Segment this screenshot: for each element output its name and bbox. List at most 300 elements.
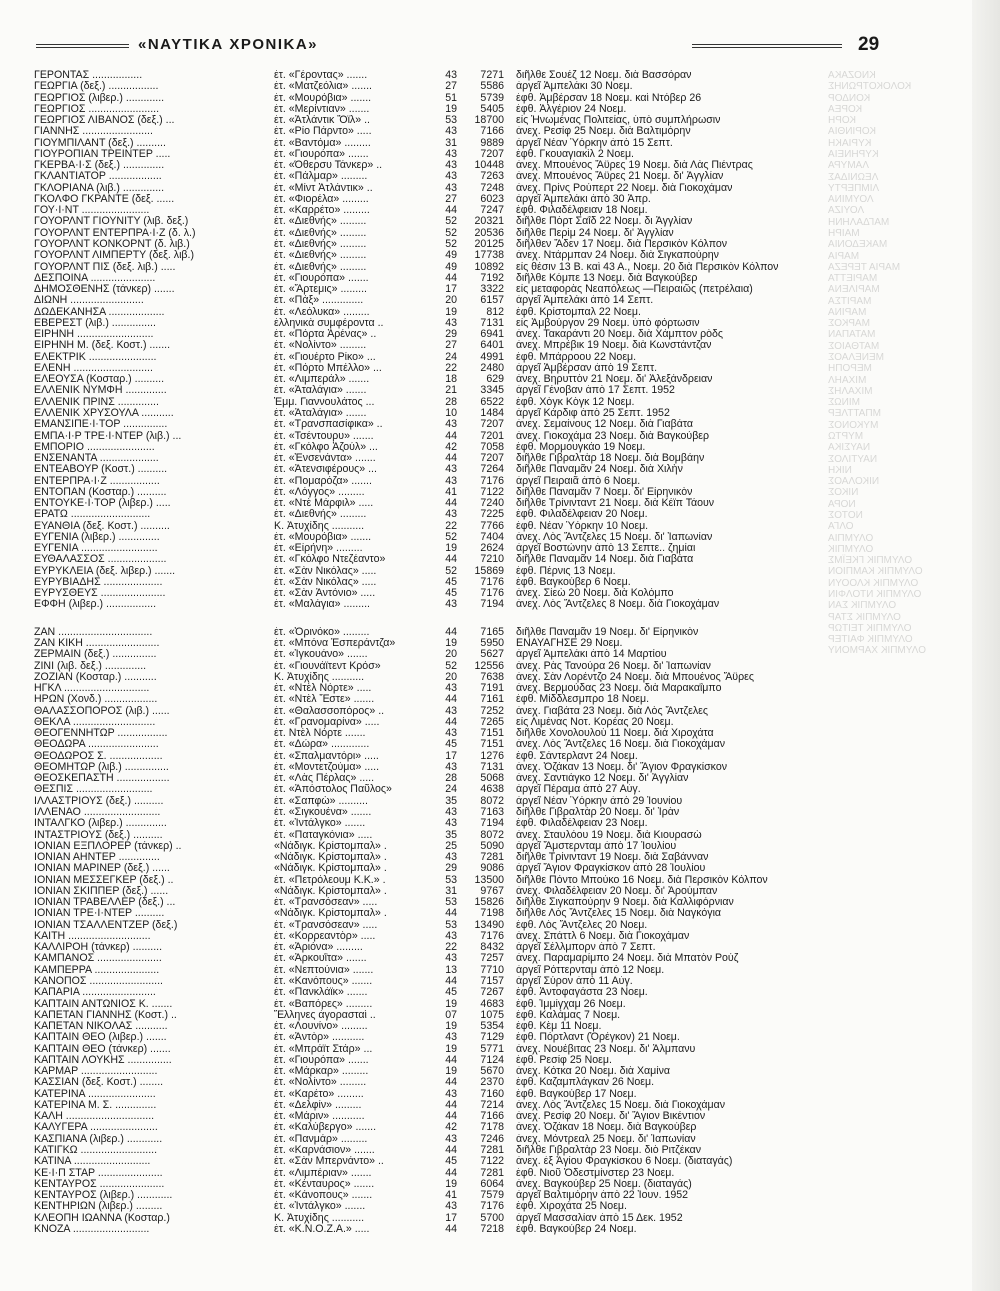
ship-tons: 1276 [480,750,504,762]
ship-name: ΚΑΠΤΑΙΝ ΘΕΟ (λιβερ.) ....... [34,1032,167,1044]
ship-flag: ἐτ. «Ἀτλάντικ Ὄϊλ» .. [274,115,370,127]
ship-name: ΚΑΜΠΕΡΡΑ ...................... [34,964,160,976]
ship-row [34,554,940,565]
ship-tons: 10892 [474,261,504,273]
ship-flag: ἐτ. «Θαλασσοπόρος» .. [274,705,385,717]
ship-report: διῆλθε Σουέζ 12 Νοεμ. διὰ Βασσόραν [516,70,692,81]
ship-flag: ἐτ. «Καλύβεργο» ....... [274,1122,377,1134]
ship-tons: 20125 [474,238,504,250]
ship-num: 27 [445,81,457,93]
ship-tons: 7194 [480,599,504,611]
ship-tons: 6157 [480,295,504,307]
ship-report: εἰς Λιμένας Νοτ. Κορέας 20 Νοεμ. [516,716,674,728]
ship-flag: ἐτ. «Ἀταλάγια» ....... [274,385,367,397]
ship-tons: 7176 [480,588,504,600]
ship-flag: ἐτ. «Μίντ Ἀτλάντικ» .. [274,182,373,194]
ship-flag: ἐτ. «Τσέντουρυ» ....... [274,430,374,442]
ship-flag: ἐτ. «Καρρέτο» ......... [274,205,370,217]
ship-row [34,374,940,385]
bleed-line: ΟΛΥΜΠΙΚ ΣΑΝ [828,600,897,612]
ship-tons: 8072 [480,829,504,841]
ship-report: ἀργεῖ Κάρδιφ ἀπὸ 25 Σεπτ. 1952 [516,407,670,419]
ship-report: διῆλθε Σιγκαπούρην 9 Νοεμ. διὰ Καλλιφόρνιαν [516,897,734,909]
ship-name: ΓΚΟΛΦΟ ΓΚΡΑΝΤΕ (δεξ. ...... [34,193,175,205]
ship-name: ΕΥΘΑΛΑΣΣΟΣ .................... [34,554,167,566]
ship-tons: 12556 [474,660,504,672]
ship-num: 27 [445,193,457,205]
ship-report: ἐφθ. Βαγκούβερ 17 Νοεμ. [516,1088,637,1100]
ship-flag: ἐτ. «Κ.Ν.Ο.Ζ.Α.» ..... [274,1223,370,1235]
ship-flag: ἐτ. «Πομαρόζα» ....... [274,475,372,487]
ship-report: ἀνεχ. Παραμαρίμπο 24 Νοεμ. διὰ Μπατὸν Ρούζ [516,953,739,965]
ship-num: 43 [445,807,457,818]
ship-num: 44 [445,1099,457,1111]
ship-flag: ἐτ. «Μουρόβια» ....... [274,92,372,104]
ship-row [34,1032,940,1043]
ship-tons: 17738 [474,250,504,262]
ship-flag: ἐτ. «Βαπόρες» ......... [274,998,373,1010]
ship-report: εἰς Ἡνωμένας Πολιτείας, ὑπὸ συμπλήρωσιν [516,115,721,127]
ship-tons: 7124 [480,1054,504,1066]
ship-num: 53 [445,874,457,886]
ship-num: 43 [445,1133,457,1145]
ship-row [34,453,940,464]
ship-num: 43 [445,1032,457,1044]
bleed-line: ΜΑΤΑΠΑΝ [828,329,876,341]
ship-tons: 15869 [474,565,504,577]
ship-row [34,1066,940,1077]
ship-flag: ἐτ. «Διεθνής» ......... [274,238,367,250]
ship-name: ΕΛΛΕΝΙΚ ΧΡΥΣΟΥΛΑ ........... [34,407,174,419]
ship-row [34,818,940,829]
ship-report: ἀνεχ. ἐξ Ἁγίου Φραγκίσκου 6 Νοεμ. (διαταγάς) [516,1156,733,1168]
ship-name: ΖΕΡΜΑΙΝ (δεξ.) ............... [34,649,157,661]
ship-name: ΚΑΡΜΑΡ .......................... [34,1066,158,1078]
ship-report: ἐφθ. Σάντερλαντ 24 Νοεμ. [516,750,638,762]
ship-flag: ἐτ. «Σπαλμαντόρι» ..... [274,750,379,762]
ship-name: ΖΑΝ ΚΙΚΗ ......................... [34,638,160,650]
ship-name: ΚΝΟΖΑ .......................... [34,1223,150,1235]
ship-tons: 7240 [480,498,504,510]
ship-name: ΚΑΣΠΙΑΝΑ (λιβερ.) ............ [34,1133,163,1145]
ship-num: 20 [445,295,457,307]
ship-tons: 7157 [480,975,504,987]
ship-flag: ἐτ. «Λὰς Πέρλας» ..... [274,773,375,785]
ship-report: εἰς θέσιν 13 Β. καὶ 43 Α., Νοεμ. 20 διὰ Περσικὸν Κόλπον [516,261,779,273]
ship-name: ΓΚΛΟΡΙΑΝΑ (λιβ.) .............. [34,182,165,194]
ship-num: 44 [445,272,457,284]
ship-tons: 10448 [474,160,504,172]
ship-report: ἀργεῖ Πέραμα ἀπὸ 27 Αὐγ. [516,784,641,796]
ship-tons: 5739 [480,92,504,104]
ship-flag: ἐτ. «Κάνοπους» ....... [274,1190,373,1202]
ship-report: ἀργεῖ Βαλτιμόρην ἀπὸ 22 Ἰουν. 1952 [516,1190,689,1202]
ship-row [34,1134,940,1145]
ship-report: διῆλθε Πὸρτ Σαΐδ 22 Νοεμ. δι Ἀγγλίαν [516,216,693,228]
ship-tons: 9086 [480,863,504,875]
bleed-line: ΛΟΥΙΖΑ [828,205,865,217]
ship-tons: 7281 [480,1144,504,1156]
ship-row [34,307,940,318]
ship-name: ΔΗΜΟΣΘΕΝΗΣ (τάνκερ) ....... [34,284,175,296]
ship-flag: ἐτ. «Γρανομαρίνα» ..... [274,716,380,728]
ship-name: ΘΕΟΓΕΝΝΗΤΩΡ ................. [34,728,168,740]
ship-flag: «Νάδιγκ. Κρίστομπαλ» . [274,840,387,852]
bleed-line: ΜΑΡΙΕΤΤΑ [828,273,878,285]
ship-row [34,1224,940,1235]
ship-name: ΖΑΝ ................................ [34,626,153,638]
ship-row [34,588,940,599]
ship-flag: ἐτ. «Μάρκαρ» ......... [274,1066,369,1078]
ship-tons: 5068 [480,773,504,785]
ship-name: ΘΕΟΣΚΕΠΑΣΤΗ .................. [34,773,170,785]
ship-row [34,638,940,649]
ship-num: 10 [445,407,457,419]
bleed-line: ΜΑΤΘΑΙΟΣ [828,340,880,352]
ship-name: ΙΟΝΙΑΝ ΜΕΣΣΕΓΚΕΡ (δεξ.) .. [34,874,174,886]
ship-report: ἀνεχ. Πρίνς Ρούπερτ 22 Νοεμ. διὰ Γιοκοχάμαν [516,182,733,194]
ship-flag: ἐτ. «Πόρτα Ἀρένας» .. [274,329,377,341]
ship-tons: 7192 [480,272,504,284]
ship-row [34,762,940,773]
bleed-line: ΜΥΡΤΩ [828,431,864,442]
ship-row [34,1100,940,1111]
bleed-line: ΝΟΤΟΣ [828,509,863,521]
ship-name: ΚΕΝΤΗΡΙΩΝ (λιβερ.) ......... [34,1201,163,1213]
ship-name: ΚΑΠΤΑΙΝ ΘΕΟ (τάνκερ) ....... [34,1043,171,1055]
ship-flag: ἐτ. «Διεθνής» ......... [274,250,367,262]
ship-tons: 7161 [480,694,504,706]
ship-num: 52 [445,565,457,577]
ship-flag: ἐτ. «Ἰντάλγκο» ....... [274,818,366,830]
bleed-line: ΜΑΡΙΝΑ [828,306,867,318]
ship-row [34,295,940,306]
ship-tons: 7267 [480,987,504,999]
bleed-line: ΜΑΡΙΤΣΑ [828,295,872,307]
ship-name: ΓΟΥΟΡΛΝΤ ΚΟΝΚΟΡΝΤ (δ. λιβ.) [34,238,190,250]
ship-tons: 7191 [480,683,504,695]
ship-row [34,250,940,261]
ship-flag: «Νάδιγκ. Κρίστομπαλ» . [274,908,387,920]
ship-name: ΕΛΕΟΥΣΑ (Κοσταρ.) .......... [34,374,165,386]
page-number: 29 [858,34,880,55]
ship-num: 44 [445,1111,457,1123]
ship-flag: ἐτ. «Σαπφὼ» .......... [274,795,368,807]
ship-num: 22 [445,362,457,374]
ship-tons: 7281 [480,1167,504,1179]
ship-row [34,683,940,694]
page-edge [972,0,1000,1291]
ship-flag: ἐτ. «Κορρεαντὸρ» ..... [274,930,376,942]
ship-report: ΕΝΑΥΑΓΗΣΕ 29 Νοεμ. [516,638,623,650]
ship-flag: ἐτ. «Ἀριόνα» ......... [274,942,363,954]
bleed-line: ΜΑΡΙΑ [828,250,860,262]
ship-tons: 5405 [480,103,504,115]
bleed-line: ΝΙΚΟΛΑΟΣ [828,476,880,488]
ship-name: ΕΝΤΟΥΚΕ·Ι·ΤΟΡ (λιβερ.) ..... [34,498,171,510]
ship-row [34,1010,940,1021]
bleed-line: ΜΑΡΚΟΣ [828,318,870,330]
ship-num: 42 [445,441,457,453]
ship-flag: ἐτ. «Μπράϊτ Στάρ» ... [274,1043,373,1055]
ship-report: ἀνεχ. Μπρέβικ 19 Νοεμ. διὰ Κωνστάντζαν [516,340,712,352]
ship-name: ΖΟΖΙΑΝ (Κοσταρ.) ........... [34,671,157,683]
ship-row [34,521,940,532]
ship-flag: ἐτ. «Ἀπόστολος Παῦλος» [274,784,392,796]
ship-num: 25 [445,840,457,852]
ship-tons: 15826 [474,897,504,909]
ship-num: 43 [445,317,457,329]
ship-tons: 5950 [480,638,504,650]
ship-name: ΚΑΣΣΙΑΝ (δεξ. Κοστ.) ........ [34,1077,164,1089]
ship-report: διῆλθε Παναμᾶν 19 Νοεμ. δι' Εἰρηνικὸν [516,626,699,638]
ship-flag: ἐτ. «Ἀταλάγια» ....... [274,407,367,419]
ship-row [34,509,940,520]
ship-num: 43 [445,1201,457,1213]
ship-name: ΖΙΝΙ (λιβ. δεξ.) .............. [34,660,147,672]
ship-name: ΚΛΕΟΠΗ ΙΩΑΝΝΑ (Κοσταρ.) [34,1212,170,1224]
bleed-line: ΝΙΚΗ [828,464,852,476]
ship-flag: ἐτ. «Λιμπέριαν» ....... [274,1167,372,1179]
ship-tons: 7058 [480,441,504,453]
ship-flag: ἐτ. «Διεθνής» ......... [274,216,367,228]
ship-report: ἐφθ. Γκουαγιακὶλ 2 Νοεμ. [516,148,634,160]
ship-tons: 7638 [480,671,504,683]
ship-report: διῆλθεν Ἄδεν 17 Νοεμ. διὰ Περσικὸν Κόλπον [516,238,728,250]
ship-flag: ἐτ. «Μάριν» ........... [274,1111,365,1123]
ship-row [34,577,940,588]
ship-name: ΚΑΠΕΤΑΝ ΝΙΚΟΛΑΣ ........... [34,1021,168,1033]
ship-name: ΔΩΔΕΚΑΝΗΣΑ ................... [34,306,165,318]
ship-flag: Κ. Ἀτυχίδης ........... [274,1212,365,1224]
ship-tons: 5586 [480,81,504,93]
ship-report: ἀνεχ. Βερμούδας 23 Νοεμ. διὰ Μαρακαΐμπο [516,683,722,695]
ship-report: ἀνεχ. Σταυλόου 19 Νοεμ. διὰ Κιουρασὼ [516,829,702,841]
ship-num: 07 [445,1009,457,1021]
ship-name: ΙΟΝΙΑΝ ΕΞΠΛΟΡΕΡ (τάνκερ) .. [34,840,182,852]
page-header [36,36,936,58]
ship-name: ΚΑΛΥΓΕΡΑ ....................... [34,1122,158,1134]
ship-tons: 812 [486,306,504,318]
ship-num: 53 [445,115,457,127]
ship-report: ἀνεχ. Λὸς Ἄντζελες 8 Νοεμ. διὰ Γιοκοχάμαν [516,599,720,611]
ship-flag: ἐτ. «Δελφίν» ......... [274,1099,362,1111]
ship-name: ΘΕΚΛΑ ............................ [34,716,156,728]
ship-num: 19 [445,1178,457,1190]
ship-row [34,694,940,705]
ship-report: ἀργεῖ Ρόττερνταμ ἀπὸ 12 Νοεμ. [516,964,665,976]
ship-num: 22 [445,942,457,954]
ship-flag: ἐτ. «Σὰν Ἀντόνιο» ..... [274,588,376,600]
ship-flag: ἐτ. «Φιορέλα» ......... [274,193,369,205]
ship-report: ἀργεῖ Ἀμπελάκι 30 Νοεμ. [516,81,633,93]
bleed-line: ΚΟΛΟΚΟΤΡΩΝΗΣ [828,81,912,93]
ship-report: διῆλθε Παναμᾶν 7 Νοεμ. δι' Εἰρηνικὸν [516,486,693,498]
ship-report: διῆλθε Παναμᾶν 24 Νοεμ. διὰ Χιλὴν [516,464,683,476]
ship-name: ΕΝΤΕΡΠΡΑ·Ι·Ζ ................. [34,475,160,487]
bleed-line: ΟΛΓΑ [828,521,854,533]
ship-flag: ἐτ. «Σιγκουένα» ....... [274,807,372,818]
ship-num: 43 [445,852,457,864]
ship-row [34,1055,940,1066]
ship-num: 43 [445,160,457,172]
ship-num: 43 [445,475,457,487]
bleed-line: ΝΟΡΑ [828,498,856,510]
ship-tons: 4638 [480,784,504,796]
ship-report: ἀνεχ. Κότκα 20 Νοεμ. διὰ Χαμίνα [516,1066,671,1078]
ship-flag: ἐτ. «Ντὲλ Νόρτε» ..... [274,683,372,695]
ship-tons: 7131 [480,761,504,773]
ship-row [34,739,940,750]
ship-tons: 7252 [480,705,504,717]
ship-name: ΚΑΛΗ .............................. [34,1111,155,1123]
ship-name: ΚΑΠΤΑΙΝ ΑΝΤΩΝΙΟΣ Κ. ....... [34,998,173,1010]
ship-num: 45 [445,588,457,600]
ship-flag: ἐτ. «Διεθνής» ......... [274,509,367,521]
ship-num: 44 [445,1223,457,1235]
ship-flag: ἐτ. «Δώρα» ............. [274,739,370,751]
ship-num: 43 [445,171,457,183]
ship-report: ἀργεῖ Σύρον ἀπὸ 11 Αὐγ. [516,975,633,987]
ship-report: ἀνεχ. Ρεσίφ 20 Νοεμ. δι' Ἅγιον Βικέντιον [516,1111,706,1123]
ship-num: 44 [445,1144,457,1156]
ship-report: ἀνεχ. Ὀζάκαν 13 Νοεμ. δι' Ἅγιον Φραγκίσκον [516,761,728,773]
ship-row [34,920,940,931]
ship-row [34,863,940,874]
ship-tons: 7257 [480,953,504,965]
bleed-line: ΛΕΩΝΙΔΑΣ [828,171,879,183]
ship-num: 43 [445,1088,457,1100]
ship-flag: ἐτ. «Γιουρόπα» ....... [274,148,369,160]
ship-row [34,138,940,149]
page-title: «ΝΑΥΤΙΚΑ ΧΡΟΝΙΚΑ» [138,36,318,53]
ship-tons: 4683 [480,998,504,1010]
ship-row [34,796,940,807]
ship-num: 27 [445,340,457,352]
ship-row [34,931,940,942]
ship-report: ἀνεχ. Σὰν Λορέντζο 24 Νοεμ. διὰ Μπουένος Ἄϋρες [516,671,754,683]
ship-report: διῆλθε Τρίνινταντ 19 Νοεμ. διὰ Σαβάνναν [516,852,709,864]
ship-flag: ἐτ. «Μαλάγια» ......... [274,599,370,611]
bleed-line: ΚΝΟΖΑΚΑ [828,70,876,81]
ship-tons: 7160 [480,1088,504,1100]
bleed-line: ΛΑΜΥΡΑ [828,160,869,172]
bleed-line: ΝΑΥΣΙΚΑ [828,442,871,454]
ship-name: ΚΑΜΠΑΝΟΣ ...................... [34,953,162,965]
ship-num: 53 [445,897,457,909]
ship-report: διῆλθε Γιβραλτὰρ 23 Νοεμ. διὸ Ριτζέκαν [516,1144,702,1156]
ship-report: ἀνεχ. Ὀζάκαν 18 Νοεμ. διὰ Βαγκούβερ [516,1122,697,1134]
ship-num: 45 [445,576,457,588]
ship-flag: ἐτ. «Λουνίνο» ......... [274,1021,368,1033]
ship-tons: 13500 [474,874,504,886]
ship-tons: 6941 [480,329,504,341]
ship-report: διῆλθε Χονολουλοὺ 11 Νοεμ. διὰ Χιροχάτα [516,728,714,740]
ship-row [34,661,940,672]
ship-tons: 7151 [480,728,504,740]
ship-flag: ἐτ. «Μερίντιαν» ....... [274,103,370,115]
ship-row [34,908,940,919]
ship-name: ΚΕΝΤΑΥΡΟΣ (λιβερ.) ............ [34,1190,173,1202]
ship-row [34,476,940,487]
bleed-line: ΟΛΥΜΠΙΚ ΚΛΟΟΥΝ [828,577,919,589]
ship-flag: ἑλληνικὰ συμφέροντα .. [274,317,384,329]
ship-tons: 7207 [480,419,504,431]
bleed-line: ΚΥΡΗΝΕΙΑ [828,148,879,160]
ship-report: διῆλθε Γιβραλτὰρ 18 Νοεμ. διὰ Βομβάην [516,453,705,465]
ship-report: ἀργεῖ Μασσαλίαν ἀπὸ 15 Δεκ. 1952 [516,1212,683,1224]
ship-tons: 7178 [480,1122,504,1134]
bleed-line: ΟΛΥΜΠΙΚ ΣΤΑΡ [828,611,901,623]
ship-report: διῆλθε Κόμπε 13 Νοεμ. διὰ Βαγκούβερ [516,272,698,284]
ship-flag: ἐτ. «Μουρόβια» ....... [274,531,372,543]
ship-row [34,953,940,964]
ship-tons: 7264 [480,464,504,476]
ship-row [34,1201,940,1212]
ship-tons: 7122 [480,486,504,498]
ship-row [34,205,940,216]
ship-row [34,942,940,953]
ship-tons: 13490 [474,919,504,931]
ship-tons: 7198 [480,908,504,920]
ship-flag: ἐτ. «Καρνάσιον» ....... [274,1144,375,1156]
ship-tons: 7151 [480,739,504,751]
ship-num: 44 [445,1054,457,1066]
ship-name: ΙΛΛΕΝΑΟ .......................... [34,807,161,818]
ship-num: 19 [445,306,457,318]
ship-name: ΙΛΛΑΣΤΡΙΟΥΣ (δεξ.) .......... [34,795,164,807]
ship-row [34,363,940,374]
ship-tons: 7131 [480,317,504,329]
ship-flag: ἐτ. «Γιουνάϊτεντ Κρόσ» [274,660,381,672]
ship-row [34,841,940,852]
ship-name: ΓΚΕΡΒΑ·Ι·Σ (δεξ.) .............. [34,160,165,172]
ship-list [34,70,940,1235]
ship-name: ΕΜΠΟΡΙΟ ....................... [34,441,155,453]
ship-report: ἀνεχ. Σαντιάγκο 12 Νοεμ. δι' Ἀγγλίαν [516,773,689,785]
ship-name: ΓΕΩΡΓΙΟΣ (λιβερ.) ............. [34,92,165,104]
ship-tons: 18700 [474,115,504,127]
ship-tons: 7194 [480,818,504,830]
ship-row [34,284,940,295]
ship-num: 53 [445,919,457,931]
ship-report: ἀργεῖ Νέαν Ὑόρκην ἀπὸ 15 Σεπτ. [516,137,673,149]
bleed-line: ΚΥΡΙΑΚΗ [828,137,872,149]
ship-tons: 6522 [480,396,504,408]
ship-flag: ἐτ. «Πετρόλεουμ Κ.Κ.» . [274,874,386,886]
ship-num: 45 [445,739,457,751]
ship-report: ἐφθ. Χιροχάτα 25 Νοεμ. [516,1201,627,1213]
ship-flag: ἐτ. «Σὰν Μπερνάντο» .. [274,1156,384,1168]
ship-name: ΕΥΑΝΘΙΑ (δεξ. Κοστ.) .......... [34,520,170,532]
ship-num: 43 [445,683,457,695]
ship-num: 44 [445,1077,457,1089]
ship-num: 44 [445,975,457,987]
ship-num: 44 [445,1167,457,1179]
ship-name: ΕΛΕΝΗ ........................... [34,362,153,374]
ship-tons: 5627 [480,649,504,661]
ship-flag: ἐτ. «Διεθνής» ......... [274,261,367,273]
ship-report: ἀργεῖ Ἀμπελάκι ἀπὸ 30 Ἀπρ. [516,193,651,205]
ship-flag: ἐτ. «Νολίντο» ......... [274,340,367,352]
ship-row [34,408,940,419]
ship-num: 19 [445,103,457,115]
ship-flag: ἐτ. «Ντὲ Μάρφιλ» ..... [274,498,374,510]
ship-flag: ἐτ. «Ἰντάλγκο» ....... [274,1201,366,1213]
ship-tons: 4991 [480,351,504,363]
ship-report: ἐφθ. Πόρτλαντ (Ὀρέγκον) 21 Νοεμ. [516,1032,680,1044]
ship-name: ΓΟΥΟΡΛΝΤ ΓΙΟΥΝΙΤΥ (λιβ. δεξ.) [34,216,189,228]
